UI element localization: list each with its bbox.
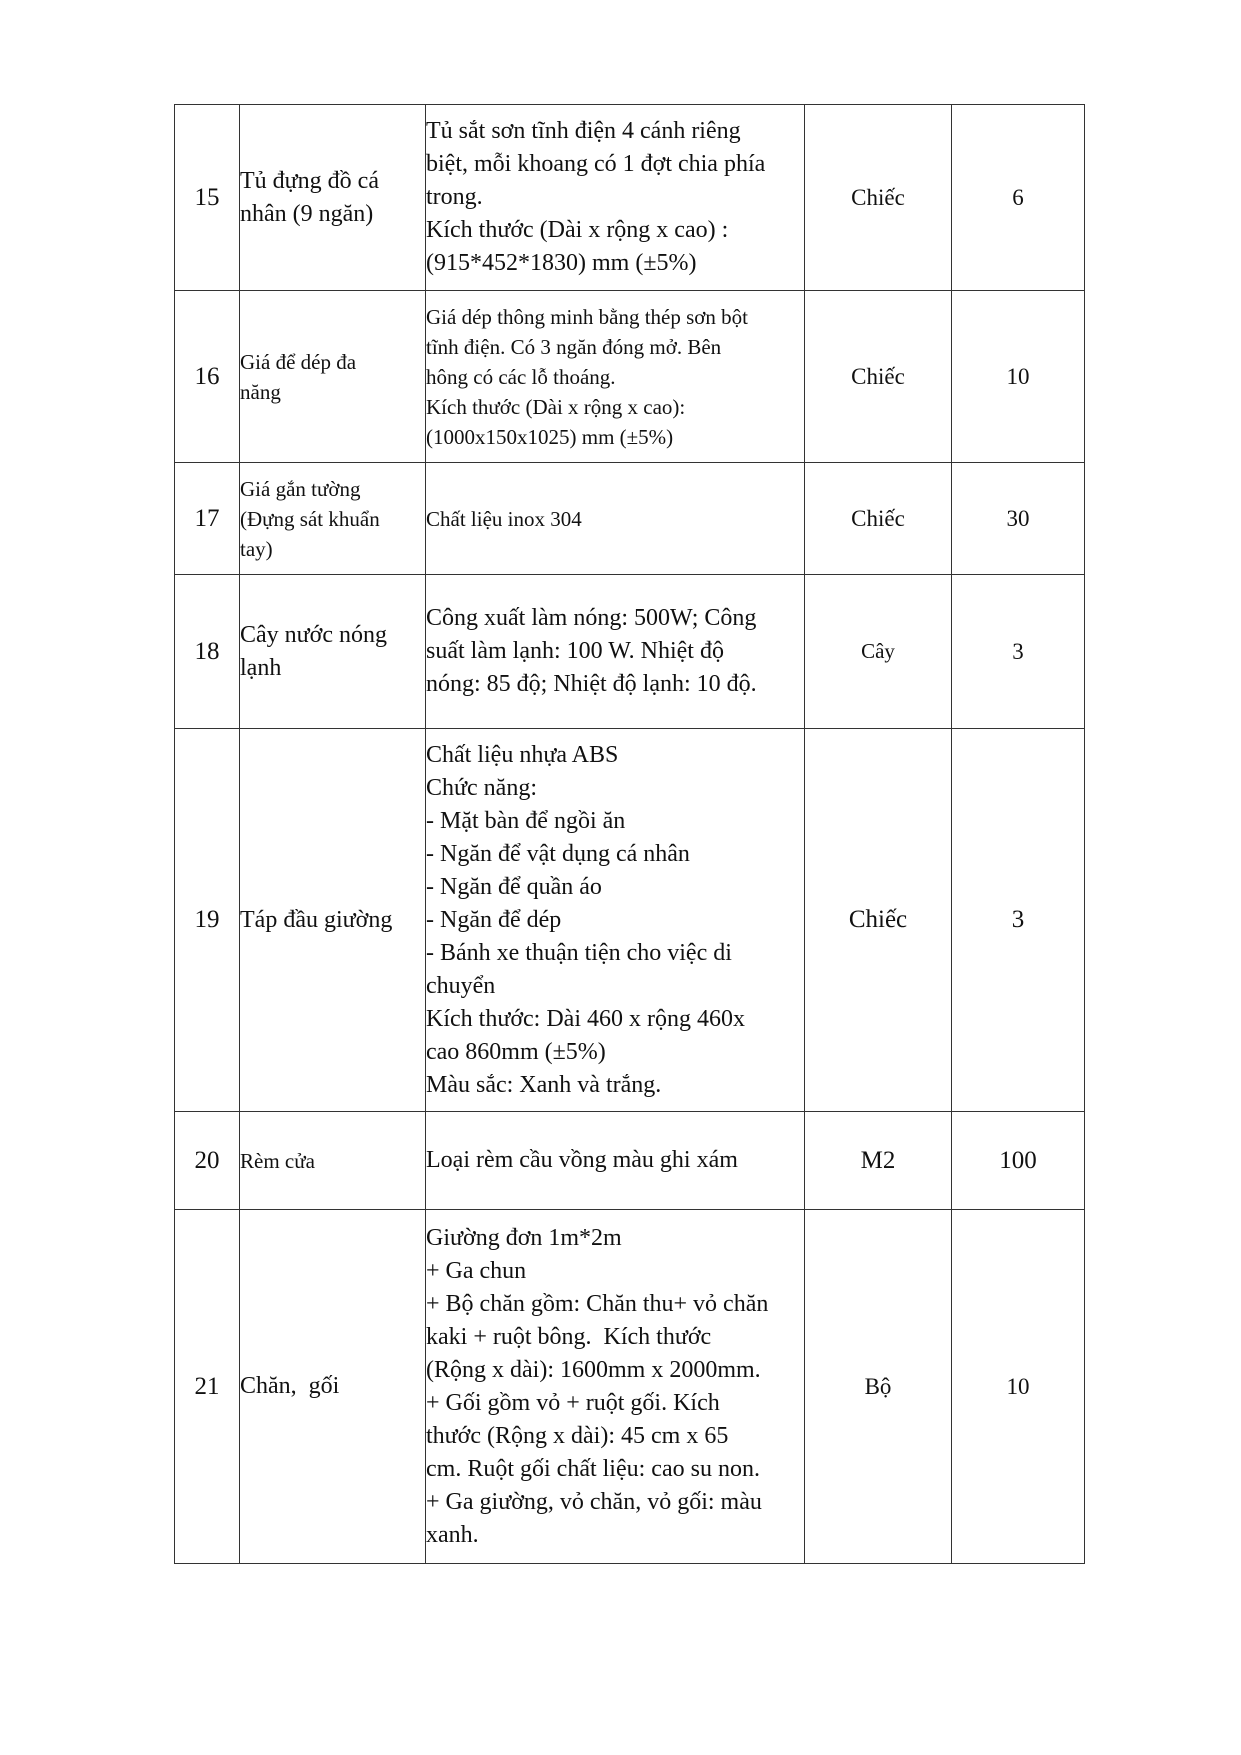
table-row: [175, 1210, 1085, 1564]
item-name-line: tay): [240, 536, 273, 561]
table-row: [175, 463, 1085, 575]
item-description: [426, 463, 805, 575]
description-line: + Ga giường, vỏ chăn, vỏ gối: màu: [426, 1488, 762, 1515]
description-line: (915*452*1830) mm (±5%): [426, 250, 697, 276]
item-description: [426, 1112, 805, 1210]
item-name-line: Cây nước nóng: [240, 621, 388, 648]
description-line: trong.: [426, 184, 483, 210]
item-name: [240, 729, 426, 1112]
item-name-line: năng: [240, 379, 281, 404]
row-number: 21: [175, 1210, 240, 1564]
description-line: hông có các lỗ thoáng.: [426, 364, 616, 389]
item-quantity: 3: [952, 575, 1085, 729]
item-unit: Bộ: [805, 1210, 952, 1564]
description-line: Màu sắc: Xanh và trắng.: [426, 1071, 662, 1098]
item-quantity: 10: [952, 1210, 1085, 1564]
item-name: [240, 463, 426, 575]
description-line: xanh.: [426, 1521, 479, 1548]
description-line: Tủ sắt sơn tĩnh điện 4 cánh riêng: [426, 118, 741, 144]
table-row: [175, 729, 1085, 1112]
description-line: Giá dép thông minh bằng thép sơn bột: [426, 304, 748, 329]
description-line: - Bánh xe thuận tiện cho việc di: [426, 939, 732, 966]
description-line: Kích thước (Dài x rộng x cao):: [426, 394, 686, 419]
description-line: Giường đơn 1m*2m: [426, 1224, 622, 1251]
item-description: [426, 105, 805, 291]
item-name-line: Táp đầu giường: [240, 906, 393, 933]
item-name: [240, 1112, 426, 1210]
description-line: chuyển: [426, 972, 496, 999]
item-description: [426, 1210, 805, 1564]
item-quantity: 10: [952, 291, 1085, 463]
description-line: (1000x150x1025) mm (±5%): [426, 424, 674, 449]
item-name-line: Tủ đựng đồ cá: [240, 167, 379, 194]
item-name: [240, 291, 426, 463]
item-description: [426, 729, 805, 1112]
equipment-spec-table: [174, 104, 1085, 1564]
description-line: Chức năng:: [426, 774, 537, 801]
table-row: [175, 105, 1085, 291]
item-name-line: nhân (9 ngăn): [240, 200, 374, 227]
description-line: biệt, mỗi khoang có 1 đợt chia phía: [426, 151, 766, 177]
item-description: [426, 575, 805, 729]
description-line: Công xuất làm nóng: 500W; Công: [426, 605, 757, 631]
description-line: + Ga chun: [426, 1257, 527, 1284]
item-name-line: Giá để dép đa: [240, 349, 357, 374]
item-quantity: 3: [952, 729, 1085, 1112]
row-number: 15: [175, 105, 240, 291]
row-number: 17: [175, 463, 240, 575]
description-line: + Bộ chăn gồm: Chăn thu+ vỏ chăn: [426, 1290, 769, 1317]
description-line: Chất liệu inox 304: [426, 506, 582, 531]
description-line: tĩnh điện. Có 3 ngăn đóng mở. Bên: [426, 334, 722, 359]
row-number: 20: [175, 1112, 240, 1210]
item-name: [240, 575, 426, 729]
description-line: - Ngăn để vật dụng cá nhân: [426, 840, 690, 867]
item-unit: Chiếc: [805, 729, 952, 1112]
item-unit: M2: [805, 1112, 952, 1210]
item-quantity: 100: [952, 1112, 1085, 1210]
row-number: 19: [175, 729, 240, 1112]
item-quantity: 30: [952, 463, 1085, 575]
description-line: suất làm lạnh: 100 W. Nhiệt độ: [426, 638, 724, 664]
item-name: [240, 1210, 426, 1564]
item-name-line: lạnh: [240, 654, 282, 681]
item-name: [240, 105, 426, 291]
table-row: [175, 291, 1085, 463]
description-line: nóng: 85 độ; Nhiệt độ lạnh: 10 độ.: [426, 671, 757, 697]
description-line: Chất liệu nhựa ABS: [426, 741, 619, 768]
item-unit: Chiếc: [805, 463, 952, 575]
description-line: - Ngăn để dép: [426, 906, 562, 933]
description-line: + Gối gồm vỏ + ruột gối. Kích: [426, 1389, 720, 1416]
table-row: [175, 575, 1085, 729]
description-line: Loại rèm cầu vồng màu ghi xám: [426, 1147, 738, 1173]
description-line: cao 860mm (±5%): [426, 1038, 606, 1065]
description-line: (Rộng x dài): 1600mm x 2000mm.: [426, 1356, 761, 1383]
item-unit: Cây: [805, 575, 952, 729]
item-unit: Chiếc: [805, 105, 952, 291]
description-line: - Ngăn để quần áo: [426, 873, 602, 900]
item-name-line: Chăn, gối: [240, 1373, 340, 1399]
item-name-line: Rèm cửa: [240, 1148, 315, 1173]
description-line: thước (Rộng x dài): 45 cm x 65: [426, 1422, 729, 1449]
description-line: Kích thước (Dài x rộng x cao) :: [426, 217, 729, 243]
item-name-line: Giá gắn tường: [240, 476, 361, 501]
row-number: 16: [175, 291, 240, 463]
description-line: kaki + ruột bông. Kích thước: [426, 1323, 712, 1350]
description-line: Kích thước: Dài 460 x rộng 460x: [426, 1005, 745, 1032]
row-number: 18: [175, 575, 240, 729]
item-unit: Chiếc: [805, 291, 952, 463]
description-line: cm. Ruột gối chất liệu: cao su non.: [426, 1455, 760, 1482]
table-row: [175, 1112, 1085, 1210]
item-description: [426, 291, 805, 463]
description-line: - Mặt bàn để ngồi ăn: [426, 807, 626, 834]
item-quantity: 6: [952, 105, 1085, 291]
item-name-line: (Đựng sát khuẩn: [240, 506, 380, 531]
